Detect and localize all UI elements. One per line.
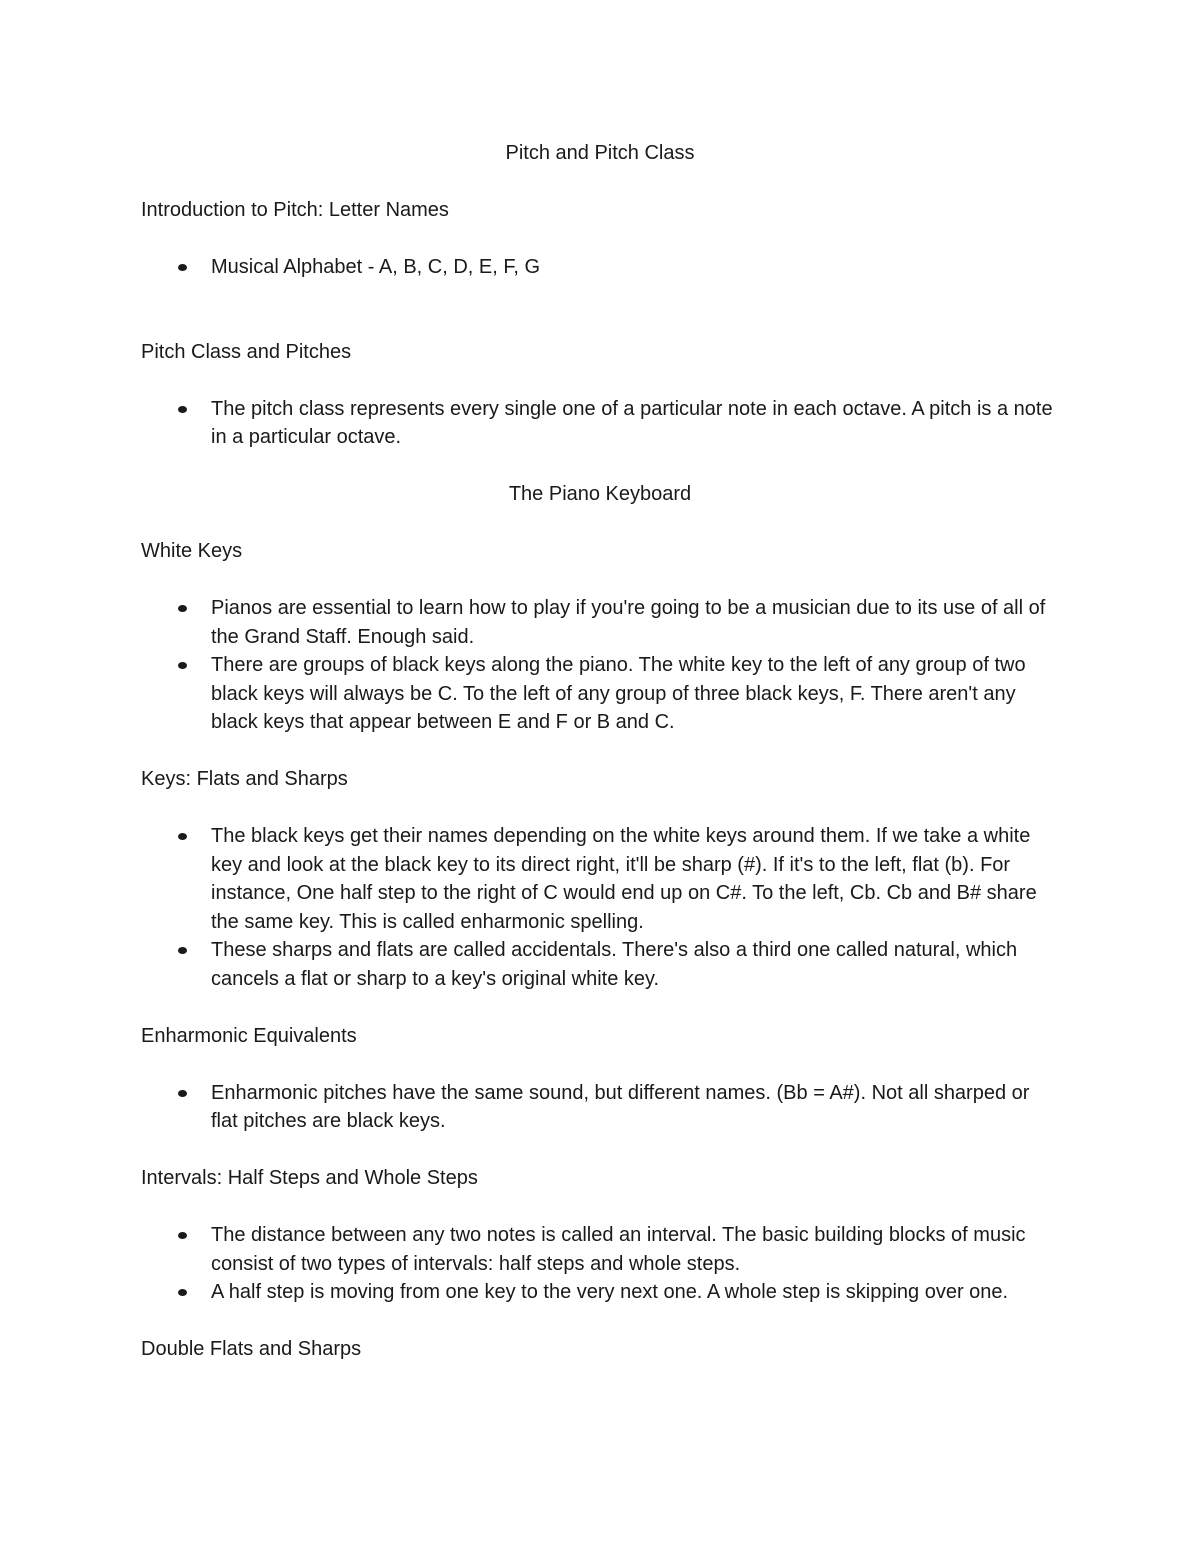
bullet-list [141, 1079, 1059, 1136]
list-item: A half step is moving from one key to the very next one. A whole step is skipping over one. [141, 1278, 1059, 1307]
section-heading: Introduction to Pitch: Letter Names [141, 199, 449, 221]
section-heading: Intervals: Half Steps and Whole Steps [141, 1167, 478, 1189]
bullet-list [141, 594, 1059, 737]
bullet-list [141, 395, 1059, 452]
list-item: Enharmonic pitches have the same sound, but different names. (Bb = A#). Not all sharped or flat pitches are black keys. [141, 1079, 1059, 1136]
list-item: The pitch class represents every single one of a particular note in each octave. A pitch is a note in a particular octave. [141, 395, 1059, 452]
list-item: The distance between any two notes is called an interval. The basic building blocks of music consist of two types of intervals: half steps and whole steps. [141, 1221, 1059, 1278]
list-item: There are groups of black keys along the piano. The white key to the left of any group of two black keys will always be C. To the left of any group of three black keys, F. There aren't any black keys that appear between E and F or B and C. [141, 651, 1059, 737]
list-item: Musical Alphabet - A, B, C, D, E, F, G [141, 253, 1059, 282]
list-item: Pianos are essential to learn how to play if you're going to be a musician due to its use of all of the Grand Staff. Enough said. [141, 594, 1059, 651]
document-title: Pitch and Pitch Class [505, 142, 695, 164]
bullet-list [141, 822, 1059, 993]
bullet-list [141, 253, 1059, 282]
section-heading: Double Flats and Sharps [141, 1338, 362, 1360]
section-heading: Enharmonic Equivalents [141, 1024, 357, 1047]
document-page [141, 139, 1059, 1364]
document-subtitle: The Piano Keyboard [508, 483, 692, 505]
section-heading: White Keys [141, 540, 243, 562]
section-heading: Pitch Class and Pitches [141, 340, 352, 363]
bullet-list [141, 1221, 1059, 1307]
section-heading: Keys: Flats and Sharps [141, 768, 348, 790]
list-item: These sharps and flats are called accidentals. There's also a third one called natural, which cancels a flat or sharp to a key's original white key. [141, 936, 1059, 993]
list-item: The black keys get their names depending on the white keys around them. If we take a white key and look at the black key to its direct right, it'll be sharp (#). If it's to the left, flat (b). For instance, One half step to the right of C would end up on C#. To the left, Cb. Cb and B# share the same key. This is called enharmonic spelling. [141, 822, 1059, 936]
